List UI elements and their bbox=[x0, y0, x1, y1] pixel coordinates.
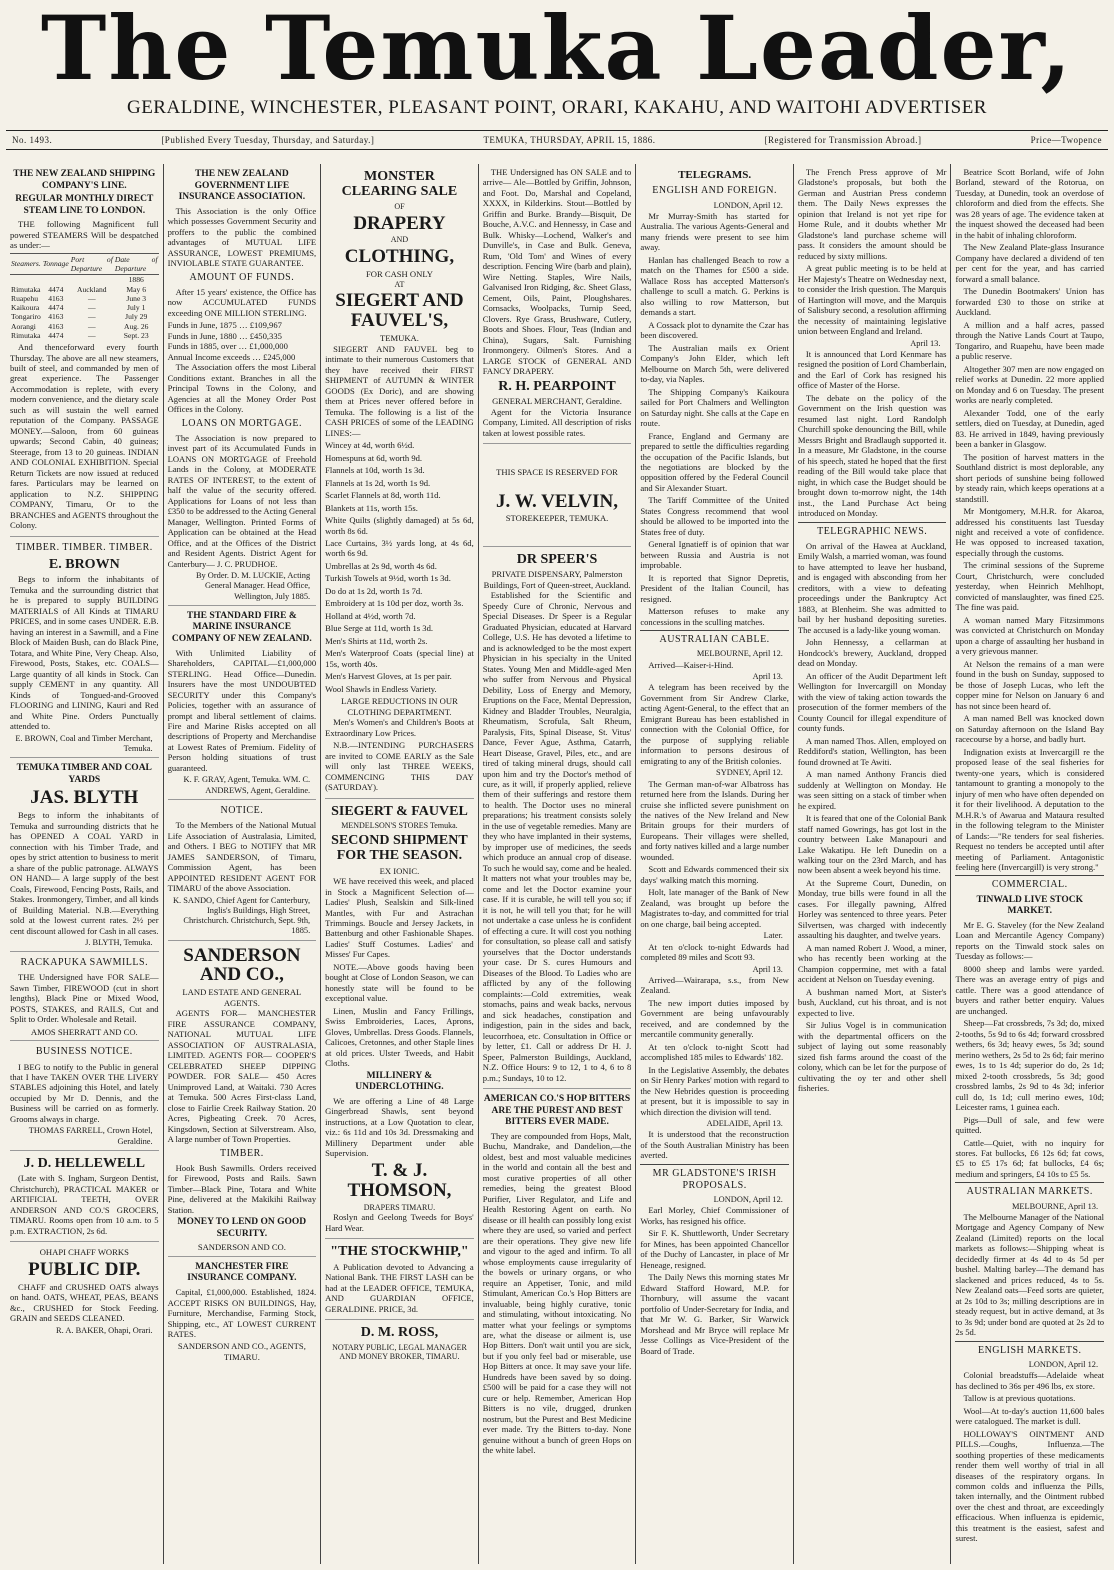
price-item: Blue Serge at 11d, worth 1s 3d. bbox=[325, 623, 434, 634]
funds-row: Funds in June, 1875 … £109,967 bbox=[167, 320, 282, 331]
fire-signature: K. F. GRAY, Agent, Temuka. WM. C. ANDREWS, Agent, Geraldine. bbox=[183, 775, 311, 795]
news-paragraph: Earl Morley, Chief Commissioner of Works, has resigned his office. bbox=[640, 1205, 789, 1226]
price-item: Blankets at 11s, worth 15s. bbox=[325, 502, 418, 513]
ship-port: — bbox=[87, 303, 96, 313]
clothing-heading: CLOTHING, bbox=[344, 246, 455, 268]
news-paragraph: The French Press approve of Mr Gladstone's proposals, but both the German and Austrian Press condemn them. The Daily News expresses the opinion that Ireland is not yet ripe for Home Rule, and it doubts whether Mr Gladstone's land purchase scheme will pass. It considers the amount should be reduced by sixty millions. bbox=[797, 167, 947, 261]
ship-name: Tongariro bbox=[11, 312, 41, 322]
hellewell-name: J. D. HELLEWELL bbox=[23, 1155, 145, 1171]
business-notice bbox=[10, 1046, 159, 1151]
news-paragraph: A woman named Mary Fitzsimmons was convicted at Christchurch on Monday upon a charge of assaulting her husband in a very grievous manner. bbox=[955, 614, 1105, 657]
ships-header: Date of Departure bbox=[114, 254, 158, 274]
rackapuka-signature: AMOS SHERRATT AND CO. bbox=[30, 1026, 138, 1037]
ship-date: Sept. 23 bbox=[123, 330, 149, 340]
second-body: WE have received this week, and placed in Stock a Magnificent Selection of— Ladies' Plush, Sealskin and Silk-lined Mantles, with Fur and Astrachan Trimmings. Boucle and Jersey Jackets, in Battenburg and other Fashionable Shapes. Ladies' Stuff Costumes. Ladies' and Misses' Fur Capes. bbox=[325, 876, 474, 960]
millinery-heading: MILLINERY & UNDERCLOTHING. bbox=[355, 1070, 444, 1093]
news-paragraph: The Daily News this morning states Mr Edward Stafford Howard, M.P. for Thornbury, will assume the vacant portfolio of Under-Secretary for India, and that Mr W. G. Barker, Sir Warwick Morshead and Mr Bryce will replace Mr Jesse Collings as Vice-President of the Board of Trade. bbox=[640, 1272, 789, 1356]
table-row bbox=[10, 285, 159, 294]
price-item: Turkish Towels at 9½d, worth 1s 3d. bbox=[325, 573, 451, 584]
gov-more: The Association offers the most Liberal Conditions extant. Branches in all the Principal Towns in the Colony, and Agencies at all the Money Order Post Offices in the Colony. bbox=[167, 362, 317, 415]
news-paragraph: It is understood that the reconstruction of the South Australian Ministry has been averted. bbox=[640, 1129, 789, 1161]
news-paragraph: Sir Julius Vogel is in communication with the departmental officers on the subject of laying out some reasonably sized fish farms around the coast of the colony, which can be let for the purpose of cultivating the oy ter and other shell fisheries. bbox=[797, 1020, 947, 1094]
gov-body: This Association is the only Office which possesses Government Security and proffers to the public the combined advantages of MUTUAL LIFE ASSURANCE, LOWEST PREMIUMS, INVIOLABLE STATE GUARANTEE. bbox=[167, 205, 317, 269]
rackapuka-heading: RACKAPUKA SAWMILLS. bbox=[20, 957, 149, 969]
ship-tons: 4474 bbox=[48, 303, 64, 313]
rackapuka-body: THE Undersigned have FOR SALE— Sawn Timber, FIREWOOD (cut in short lengths), Black Pine or Mixed Wood, POSTS, STAKES, and RAILS, Cut and Split to Order. Wholesale and Retail. bbox=[10, 972, 159, 1025]
manchester-advert bbox=[168, 1262, 317, 1366]
pearpoint-body: THE Undersigned has ON SALE and to arrive— Ale—Bottled by Griffin, Johnson, and Foot. Do, Marshal and Copeland, XXXX, in Kilderkins. Stout—Bottled by Griffin and Burke. Brandy—Bisquit, De Bouche, A.V.C. and Hennessy, in Case and Bulk. Whisky—Lochend, Walker's and Dunville's, in Case and Bulk. Geneva, Rum, 'Old Tom' and Wines of every description. Fencing Wire (barb and plain), Wire Netting. Staples, Wire Nails, Galvanised Iron Ridging, &c. Sheet Glass, Cement, Oils, Paint, Ploughshares. Cornsacks, Woolpacks, Turnip Seed, Clovers. Rye Grass, Brushware, Cutlery, Boots and Shoes. Flour, Teas (Indian and China), Sugars, Salt. Furnishing Ironmongery. Oilmen's Stores. And a LARGE STOCK of GENERAL AND FANCY DRAPERY. bbox=[482, 167, 632, 377]
at-word: AT bbox=[394, 279, 405, 289]
timber-heading: TIMBER. TIMBER. TIMBER. bbox=[15, 541, 153, 553]
velvin-sub: STOREKEEPER, TEMUKA. bbox=[505, 513, 609, 524]
news-paragraph: General Ignatieff is of opinion that war between Russia and Austria is not improbable. bbox=[640, 539, 789, 571]
news-dateline: MELBOURNE, April 12. bbox=[696, 649, 783, 659]
ship-port: — bbox=[87, 330, 96, 340]
funds-value: £245,000 bbox=[263, 351, 296, 362]
pearpoint-name: R. H. PEARPOINT bbox=[498, 378, 616, 394]
siegert-body: SIEGERT AND FAUVEL beg to intimate to their numerous Customers that they have received their FIRST SHIPMENT of AUTUMN & WINTER GOODS (Ex Doric), and are showing them at Prices never offered before in Temuka. The following is a list of the CASH PRICES of some of the LEADING LINES:— bbox=[325, 343, 474, 438]
blyth-body: Begs to inform the inhabitants of Temuka and surrounding districts that he has OPENED A COAL YARD in connection with his Timber Trade, and opes by strict attention to business to merit a share of the public patronage. ALWAYS ON HAND— A large supply of the best Coals, Firewood, Fencing Posts, Rails, and Stakes. Ironmongery, Timber, and all kinds of Building Material. N.B.—Everything sold at the lowest current rates. 2½ per cent discount allowed for Cash in all cases. bbox=[10, 810, 159, 936]
public-dip: PUBLIC DIP. bbox=[28, 1258, 141, 1280]
hellewell-body: (Late with S. Ingham, Surgeon Dentist, Christchurch), PRACTICAL MAKER or ARTIFICIAL TEETH, OVER ANDERSON AND CO.'S GROCERS, TIMARU. Rooms open from 10 a.m. to 5 p.m. EXTRACTION, 2s 6d. bbox=[10, 1173, 159, 1236]
divider bbox=[640, 1164, 789, 1165]
columns bbox=[6, 164, 1108, 1564]
funds-row: Annual Income exceeds … £245,000 bbox=[167, 351, 296, 362]
money-signature: SANDERSON AND CO. bbox=[197, 1242, 286, 1253]
australian-markets-heading: AUSTRALIAN MARKETS. bbox=[966, 1186, 1093, 1198]
notice-signature: K. SANDO, Chief Agent for Canterbury, Inglis's Buildings, High Street, Christchurch. Christchurch, Sept. 9th, 1885. bbox=[173, 895, 311, 936]
news-paragraph: Wool—At to-day's auction 11,600 bales were catalogued. The market is dull. bbox=[955, 1405, 1105, 1427]
news-dateline: ADELAIDE, April 13. bbox=[706, 1119, 783, 1129]
blyth-heading: TEMUKA TIMBER AND COAL YARDS bbox=[16, 763, 152, 785]
column-1 bbox=[6, 164, 164, 1564]
ship-port: — bbox=[87, 293, 96, 303]
ship-name: Rimutaka bbox=[11, 330, 41, 340]
gladstone-heading: MR GLADSTONE'S IRISH PROPOSALS. bbox=[652, 1167, 777, 1191]
hellewell-advert bbox=[10, 1156, 159, 1242]
news-paragraph: The position of harvest matters in the Southland district is most deplorable, any short periods of sunshine being followed by steady rain, which keeps operations at a standstill. bbox=[955, 451, 1105, 504]
news-dateline: MELBOURNE, April 13. bbox=[1011, 1201, 1099, 1211]
speer-advert bbox=[483, 552, 632, 1089]
ross-name: D. M. ROSS, bbox=[360, 1325, 439, 1341]
news-paragraph: France, England and Germany are prepared to settle the difficulties regarding the occupation of the Pacific Islands, but the negotiations are blocked by the opposition offered by the Federal Council and Sir Alexander Stuart. bbox=[640, 430, 789, 493]
reductions-line: LARGE REDUCTIONS IN OUR CLOTHING DEPARTMENT. bbox=[341, 696, 458, 717]
news-paragraph: It is reported that Signor Depretis, President of the Italian Council, has resigned. bbox=[640, 572, 789, 604]
shipping-intro: THE following Magnificent full powered STEAMERS Will be despatched as under:— bbox=[10, 219, 159, 251]
news-paragraph: Mr Montgomery, M.H.R. for Akaroa, addressed his constituents last Tuesday night and received a vote of confidence. He was opposed to increased taxation, especially through the customs. bbox=[955, 506, 1105, 558]
ohapi-heading: OHAPI CHAFF WORKS bbox=[39, 1247, 129, 1258]
notice-body: To the Members of the National Mutual Life Association of Australasia, Limited, and Others. I BEG to NOTIFY that MR JAMES SANDERSON, of Timaru, Commission Agent, has been APPOINTED RESIDENT AGENT FOR TIMARU of the above Association. bbox=[167, 820, 317, 894]
news-paragraph: Arrived—Wairarapa, s.s., from New Zealand. bbox=[640, 974, 789, 996]
news-dateline: April 13. bbox=[752, 964, 783, 974]
ship-tons: 4474 bbox=[48, 330, 64, 340]
news-paragraph: The Dunedin Bootmakers' Union has forwarded £30 to those on strike at Auckland. bbox=[955, 286, 1105, 318]
clearing-sale-advert bbox=[325, 169, 474, 799]
ships-year-row bbox=[10, 275, 159, 285]
ohapi-signature: R. A. BAKER, Ohapi, Orari. bbox=[56, 1325, 153, 1335]
news-dateline: LONDON, April 12. bbox=[713, 200, 783, 210]
rackapuka-advert bbox=[10, 957, 159, 1041]
sanderson-advert bbox=[168, 946, 317, 1257]
masthead-title: The Temuka Leader, bbox=[40, 0, 1074, 96]
ship-tons: 4163 bbox=[48, 312, 64, 322]
price-item: Men's Waterproof Coats (special line) at 15s, worth 40s. bbox=[325, 648, 474, 669]
news-paragraph: A great public meeting is to be held at Her Majesty's Theatre on Wednesday next, to consider the Irish question. The Marquis of Hartington will move, and the Marquis of Salisbury second, a resolution affirming the necessity of maintaining legislative union between England and Ireland. bbox=[797, 263, 947, 337]
ohapi-body: CHAFF and CRUSHED OATS always on hand. OATS, WHEAT, PEAS, BEANS &c., CRUSHED for Stock Feeding. GRAIN and SEEDS CLEANED. bbox=[10, 1281, 159, 1324]
stockwhip-heading: "THE STOCKWHIP," bbox=[330, 1244, 469, 1260]
news-paragraph: Sir F. K. Shuttleworth, Under Secretary for Mines, has been appointed Chancellor of the Duchy of Lancaster, in place of Mr Heneage, resigned. bbox=[640, 1228, 789, 1270]
english-foreign-news bbox=[640, 201, 789, 628]
news-paragraph: The German man-of-war Albatross has returned here from the Islands. During her cruise she inflicted severe punishment on the natives of the New Ireland and New Britain groups for their murders of Europeans. Their villages were shelled, and forty natives killed and a large number wounded. bbox=[640, 778, 789, 862]
funds-value: £450,335 bbox=[249, 330, 282, 341]
tinwald-heading: TINWALD LIVE STOCK MARKET. bbox=[976, 894, 1083, 917]
fire-body: With Unlimited Liability of Shareholders, CAPITAL—£1,000,000 STERLING. Head Office—Dunedin. Insurers have the most UNDOUBTED SECURITY under this Company's Policies, together with an assurance of prompt and liberal settlement of claims. Fire and Marine Risks accepted on all descriptions of Property and Merchandise at Lowest Rates of Premium. Fidelity of Person holding situations of trust guaranteed. bbox=[167, 647, 317, 773]
funds-value: £1,000,000 bbox=[249, 341, 288, 352]
brown-name: E. BROWN bbox=[48, 556, 120, 572]
ohapi-advert bbox=[10, 1247, 159, 1339]
news-paragraph: Scott and Edwards commenced their six days' walking match this morning. bbox=[640, 864, 789, 885]
thomson-name: T. & J. THOMSON, bbox=[347, 1159, 452, 1201]
issue-number: No. 1493. bbox=[12, 135, 53, 145]
ships-header: Steamers. bbox=[10, 253, 42, 275]
price-item: Flannels at 1s 2d, worth 1s 9d. bbox=[325, 477, 431, 488]
sanderson-name: SANDERSON AND CO., bbox=[183, 944, 301, 986]
sf-name: SIEGERT & FAUVEL bbox=[331, 803, 468, 819]
column-3 bbox=[321, 164, 479, 1564]
speer-heading: DR SPEER'S bbox=[516, 551, 598, 567]
divider bbox=[955, 1182, 1104, 1183]
news-paragraph: Colonial breadstuffs—Adelaide wheat has declined to 36s per 496 lbs, ex store. bbox=[955, 1370, 1105, 1391]
ross-body: NOTARY PUBLIC, LEGAL MANAGER AND MONEY BROKER, TIMARU. bbox=[332, 1342, 467, 1362]
ross-advert bbox=[325, 1325, 474, 1365]
siegert-town: TEMUKA. bbox=[379, 333, 419, 344]
column-4 bbox=[479, 164, 637, 1564]
loans-signature: By Order. D. M. LUCKIE, Acting General Manager. Head Office, Wellington, July 1885. bbox=[195, 571, 311, 601]
funds-row: Funds in 1885, over … £1,000,000 bbox=[167, 341, 288, 352]
sanderson-sub: LAND ESTATE AND GENERAL AGENTS. bbox=[182, 987, 302, 1008]
loans-heading: LOANS ON MORTGAGE. bbox=[181, 417, 303, 429]
news-paragraph: Beatrice Scott Borland, wife of John Borland, steward of the Rotorua, on Tuesday, at Dunedin, took an overdose of chloroform and died from the effects. She was 28 years of age. The evidence taken at the inquest showed the deceased had been in the habit of inhaling chloroform. bbox=[955, 167, 1105, 240]
news-dateline: Later. bbox=[763, 931, 783, 941]
place-date: TEMUKA, THURSDAY, APRIL 15, 1886. bbox=[483, 135, 656, 145]
manchester-heading: MANCHESTER FIRE INSURANCE COMPANY. bbox=[187, 1261, 297, 1284]
price-item: Men's Harvest Gloves, at 1s per pair. bbox=[325, 671, 452, 682]
timber2-body: Hook Bush Sawmills. Orders received for Firewood, Posts and Rails. Sawn Timber—Black Pine, Totara and White Pine, delivered at the Makikihi Railway Station. bbox=[167, 1162, 317, 1215]
ship-tons: 4163 bbox=[48, 293, 64, 303]
ships-table bbox=[10, 253, 159, 340]
news-paragraph: At Nelson the remains of a man were found in the bush on Sunday, supposed to be those of Joseph Lucas, who left the copper mine for Nelson on January 6 and has not since been heard of. bbox=[955, 658, 1105, 711]
ship-name: Ruapehu bbox=[11, 293, 38, 303]
shipping-line: REGULAR MONTHLY DIRECT STEAM LINE TO LONDON. bbox=[15, 194, 154, 216]
money-heading: MONEY TO LEND ON GOOD SECURITY. bbox=[177, 1217, 307, 1239]
news-paragraph: Holt, late manager of the Bank of New Zealand, was brought up before the Magistrates to-day, and committed for trial on one charge, bail being accepted. bbox=[640, 887, 789, 929]
news-paragraph: It is feared that one of the Colonial Bank staff named Gowrings, has got lost in the country between Lake Manapouri and Lake Wakatipu. He left Dunedin on a walking tour on the 23rd March, and has now been absent a week beyond his time. bbox=[797, 813, 947, 876]
news-paragraph: Altogether 307 men are now engaged on relief works at Dunedin. 22 more applied on Monday and 6 on Tuesday. The present works are nearly completed. bbox=[955, 363, 1105, 406]
news-dateline: SYDNEY, April 12. bbox=[716, 768, 783, 778]
funds-body: After 15 years' existence, the Office has now ACCUMULATED FUNDS exceeding ONE MILLION STERLING. bbox=[167, 286, 317, 318]
stockwhip-advert bbox=[325, 1244, 474, 1320]
ship-name: Rimutaka bbox=[11, 284, 41, 294]
english-foreign-heading: ENGLISH AND FOREIGN. bbox=[652, 185, 777, 197]
ship-date: July 29 bbox=[125, 312, 148, 322]
thomson-sub: DRAPERS TIMARU. bbox=[363, 1202, 436, 1212]
funds-label: Funds in June, 1875 bbox=[167, 320, 237, 331]
funds-value: £109,967 bbox=[249, 320, 282, 331]
fire-heading: THE STANDARD FIRE & MARINE INSURANCE COMPANY OF NEW ZEALAND. bbox=[171, 610, 312, 645]
news-paragraph: Alexander Todd, one of the early settlers, died on Tuesday, at Dunedin, aged 83. He arrived in 1849, having previously been a banker in Glasgow. bbox=[955, 407, 1105, 450]
business-body: I BEG to notify to the Public in general that I have TAKEN OVER THE LIVERY STABLES adjoining this Hotel, and lately occupied by Mr D. Dennis, and the Business will be carried on as formerly. Grooms always in charge. bbox=[10, 1061, 159, 1124]
news-dateline: April 13. bbox=[910, 338, 941, 348]
business-heading: BUSINESS NOTICE. bbox=[35, 1046, 133, 1058]
brown-body: Begs to inform the inhabitants of Temuka and the surrounding district that he is prepared to supply BUILDING MATERIALS of All Kinds at TIMARU PRICES, and in some cases UNDER. E.B. having an interest in a Sawmill, and a Fine Block of Maiden Bush, can do Black Pine, Totara, and White Pine, Very Cheap. Also, Firewood, Posts, Stakes, etc. COALS—Large quantity of all kinds in Stock. Can supply CEMENT in any quantity. All Kinds of Tongued-and-Grooved FLOORING and LINING, Kauri and Red and White Pine. Orders Punctually attended to. bbox=[10, 574, 159, 732]
divider bbox=[955, 875, 1104, 876]
column-6 bbox=[794, 164, 952, 1564]
news-paragraph: A man named Robert J. Wood, a miner, who has recently been working at the Champion coppermine, met with a fatal accident at Nelson on Tuesday evening. bbox=[797, 942, 947, 985]
pearpoint-advert bbox=[483, 167, 632, 444]
standard-fire-advert bbox=[168, 611, 317, 800]
news-dateline: April 13. bbox=[752, 672, 783, 682]
funds-heading: AMOUNT OF FUNDS. bbox=[189, 271, 295, 283]
velvin-advert bbox=[483, 449, 632, 547]
news-paragraph: A man named Thos. Allen, employed on Reddiford's station, Wellington, has been found drowned at Te Awiti. bbox=[797, 735, 947, 767]
funds-label: Annual Income exceeds bbox=[167, 351, 251, 362]
australian-cable-heading: AUSTRALIAN CABLE. bbox=[659, 634, 770, 646]
publication-schedule: [Published Every Tuesday, Thursday, and Saturday.] bbox=[161, 135, 375, 145]
notice-heading: NOTICE. bbox=[220, 804, 264, 816]
price-item: Holland at 4½d, worth 7d. bbox=[325, 610, 416, 621]
ship-port: Auckland bbox=[77, 284, 107, 294]
price-item: Lace Curtains, 3½ yards long, at 4s 6d, worth 6s 9d. bbox=[325, 537, 474, 559]
news-paragraph: A telegram has been received by the Government from Sir Andrew Clarke, acting Agent-General, to the effect that an Emigrant Bureau has been established in connection with the Colonial Office, for the purpose of supplying reliable information to persons desirous of emigrating to any of the British colonies. bbox=[640, 682, 789, 766]
brown-signature: E. BROWN, Coal and Timber Merchant, Temuka. bbox=[15, 733, 153, 753]
nb-line: N.B.—INTENDING PURCHASERS are invited to COME EARLY as the Sale will only last THREE WEEKS, COMMENCING THIS DAY (SATURDAY). bbox=[325, 740, 474, 793]
price-item: Umbrellas at 2s 9d, worth 4s 6d. bbox=[325, 560, 437, 571]
ships-header: Port of Departure bbox=[70, 254, 113, 274]
news-paragraph: Indignation exists at Invercargill re the proposed lease of the seal fisheries for twenty-one years, which is considered tantamount to granting a monopoly to the injury of men who have often depended on it for their livelihood. A deputation to the M.H.R.'s of Awarua and Mataura resulted in the following telegram to the Minister of Lands:—"Re tenders for seal fisheries. Request no tenders be accepted until after meeting of Parliament. Antagonistic feeling here (Invercargill) is very strong." bbox=[955, 746, 1105, 872]
stockwhip-body: A Publication devoted to Advancing a National Bank. THE FIRST LASH can be had at the LEADER OFFICE, TEMUKA, AND GUARDIAN OFFICE, GERALDINE. PRICE, 3d. bbox=[325, 1261, 474, 1314]
divider bbox=[798, 522, 947, 523]
drapery-heading: DRAPERY bbox=[353, 212, 446, 234]
boots-line: Men's Women's and Children's Boots at Extraordinary Low Prices. bbox=[325, 717, 474, 738]
pearpoint-agent: Agent for the Victoria Insurance Company, Limited. All description of risks taken at lowest possible rates. bbox=[482, 406, 632, 438]
divider bbox=[955, 1341, 1104, 1342]
news-paragraph: Pigs—Dull of sale, and few were quitted. bbox=[955, 1114, 1105, 1136]
ship-tons: 4163 bbox=[48, 321, 64, 331]
business-signature: THOMAS FARRELL, Crown Hotel, Geraldine. bbox=[28, 1126, 153, 1146]
ship-date: Aug. 26 bbox=[123, 321, 149, 331]
loans-body: The Association is now prepared to invest part of its Accumulated Funds in LOANS ON MORTGAGE of Freehold Lands in the Colony, at MODERATE RATES OF INTEREST, to the extent of half the value of the security offered. Applications for Loans of not less than £350 to be addressed to the Acting General Manager, Wellington. Printed Forms of Application can be obtained at the Head Office, and at the Offices of the District and Resident Agents. District Agent for Canterbury— J. C. PRUDHOE. bbox=[167, 432, 317, 569]
news-paragraph: The New Zealand Plate-glass Insurance Company have declared a dividend of ten per cent for the year, and has carried forward a small balance. bbox=[955, 242, 1105, 284]
news-paragraph: The new import duties imposed by Government are being unfavourably received, and are condemned by the mercantile community generally. bbox=[640, 997, 789, 1040]
manchester-signature: SANDERSON AND CO., AGENTS, TIMARU. bbox=[177, 1341, 306, 1362]
gov-insurance-advert bbox=[168, 169, 317, 606]
timber2-heading: TIMBER. bbox=[219, 1147, 264, 1159]
ship-port: — bbox=[87, 312, 96, 322]
speer-body: Established for the Scientific and Speedy Cure of Chronic, Nervous and Special Diseases. Dr Speer is a Regular Graduated Physician, educated at Harvard College, U.S. He has devoted a lifetime to and is acknowledged to be the most expert Physician in his specialty in the United States. Young Men and Middle-aged Men who suffer from Nervous and Physical Debility, Loss of Energy and Memory, Eruptions on the Face, Mental Depression, Kidney and Bladder Troubles, Neuralgia, Rheumatism, Scrofula, Salt Rheum, Paralysis, Fits, Spinal Disease, St. Vitus' Dance, Fever Ague, Asthma, Catarrh, Heart Disease, Gravel, Piles, etc., and are tired of taking mineral drugs, should call upon him and try the Doctor's method of cure, as it will, if properly applied, relieve them of their sufferings and restore them to health. The Doctor uses no mineral preparations; his treatment consists solely in the use of vegetable remedies. Many are they who have implanted in their systems, by improper use of medicines, the seeds which produce an annual crop of disease. To such he would say, come and be healed. It matters not what your troubles may be, come and let the Doctor examine your case. If it is curable, he will tell you so; if it is not, he will tell you that; for he will not undertake a case unless he is confident of effecting a cure. It will cost you nothing for consultation, so please call and satisfy yourselves that the Doctor understands your case. Dr S. cures Humours and Diseases of the Blood. To Ladies who are afflicted by any of the following complaints:—Cold extremities, weak stomachs, pains and weak backs, nervous and sick headaches, constipation and indigestion, pain in the sides and back, leucorrhoea, etc. Consultation in Office or by letter, £1. Call or address Dr H. J. Speer, Palmerston Buildings, Auckland, N.Z. Office Hours: 9 to 12, 1 to 4, 6 to 8 p.m.; Sundays, 10 to 12. bbox=[482, 590, 632, 1083]
and-word: AND bbox=[390, 235, 409, 245]
of-word: OF bbox=[394, 201, 405, 211]
news-paragraph: 8000 sheep and lambs were yarded. There was an average entry of pigs and cattle. There was a good attendance of buyers and rather better enquiry. Values are unchanged. bbox=[955, 963, 1105, 1016]
column-5 bbox=[636, 164, 794, 1564]
news-paragraph: The debate on the policy of the Government on the Irish question was resumed last night. Lord Randolph Churchill spoke denouncing the Bill, while Messrs Bright and Bradlaugh supported it. In a measure, Mr Gladstone, in the course of his speech, stated he hoped that the first reading of the Bill would take place that night, in which case the Budget should be brought down to-morrow night, the 14th inst., the Land Purchase Act being introduced on Monday. bbox=[797, 392, 947, 519]
price-item: Wool Shawls in Endless Variety. bbox=[325, 683, 437, 694]
reserved-line: THIS SPACE IS RESERVED FOR bbox=[496, 467, 618, 478]
news-paragraph: A Cossack plot to dynamite the Czar has been discovered. bbox=[640, 319, 789, 341]
second-shipment-advert bbox=[325, 804, 474, 1240]
national-mutual-notice bbox=[168, 805, 317, 941]
price-item: Flannels at 10d, worth 1s 3d. bbox=[325, 465, 425, 476]
news-paragraph: The Shipping Company's Kaikoura sailed for Port Chalmers and Wellington on Saturday night. She calls at the Cape en route. bbox=[640, 386, 789, 429]
commercial-heading: COMMERCIAL. bbox=[991, 879, 1068, 891]
velvin-name: J. W. VELVIN, bbox=[496, 490, 619, 512]
news-paragraph: Cattle—Quiet, with no inquiry for stores. Fat bullocks, £6 12s 6d; fat cows, £5 to £5 17s 6d; fat bullocks, £4 6s; medium and springers, £4 10s to £5 5s. bbox=[955, 1137, 1105, 1179]
ships-year: 1886 bbox=[128, 275, 144, 285]
news-paragraph: A man named Bell was knocked down on Saturday afternoon on the Island Bay racecourse by a horse, and badly hurt. bbox=[955, 713, 1105, 745]
price-item: White Quilts (slightly damaged) at 5s 6d, worth 8s 6d. bbox=[325, 515, 474, 536]
sf-sub: MENDELSON'S STORES Temuka. bbox=[341, 821, 458, 831]
news-paragraph: Tallow is at previous quotations. bbox=[963, 1393, 1076, 1404]
news-paragraph: Hanlan has challenged Beach to row a match on the Thames for £500 a side. Wallace Ross has accepted Matterson's challenge to scull a match. G. Perkins is also willing to row Matterson, but demands a start. bbox=[640, 254, 789, 318]
price-list bbox=[325, 440, 474, 694]
column-2 bbox=[164, 164, 322, 1564]
divider bbox=[640, 630, 789, 631]
news-paragraph: Matterson refuses to make any concessions in the sculling matches. bbox=[640, 606, 789, 627]
dateline bbox=[6, 130, 1108, 150]
shipping-advert bbox=[10, 169, 159, 537]
manchester-body: Capital, £1,000,000. Established, 1824. ACCEPT RISKS ON BUILDINGS, Hay, Furniture, Merchandise, Farming Stock, Shipping, etc., AT LOWEST CURRENT RATES. bbox=[167, 1287, 317, 1339]
table-row bbox=[10, 322, 159, 331]
price-item: Do do at 1s 2d, worth 1s 7d. bbox=[325, 585, 423, 596]
table-row bbox=[10, 303, 159, 312]
telegraphic-news-heading: TELEGRAPHIC NEWS. bbox=[817, 525, 928, 537]
ex-ionic: EX IONIC. bbox=[379, 865, 420, 876]
news-paragraph: In the Legislative Assembly, the debates on Sir Henry Parkes' motion with regard to the New Hebrides question is proceeding at present, but it is impossible to say in which direction the division will tend. bbox=[640, 1064, 789, 1117]
english-markets-heading: ENGLISH MARKETS. bbox=[977, 1344, 1082, 1356]
telegrams-heading: TELEGRAMS. bbox=[678, 169, 752, 181]
hop-body: They are compounded from Hops, Malt, Buchu, Mandrake, and Dandelion,—the oldest, best and most valuable medicines in the world and contain all the best and most curative properties of all other remedies, being the greatest Blood Purifier, Liver Regulator, and Life and Health Restoring Agent on earth. No disease or ill health can possibly long exist where they are used, so varied and perfect are their operations. They give new life and vigour to the aged and infirm. To all whose employments cause irregularity of the bowels or urinary organs, or who require an Appetiser, Tonic, and mild Stimulant, American Co.'s Hop Bitters are invaluable, being highly curative, tonic and stimulating, without intoxicating. No matter what your feelings or symptoms are, what the disease or ailment is, use Hop Bitters. Don't wait until you are sick, but if you only feel bad or miserable, use Hop Bitters at once. It may save your life. Hundreds have been saved by so doing. £500 will be paid for a case they will not cure or help. Remember, American Hop Bitters is no vile, drugged, drunken nostrum, but the Purest and Best Medicine ever made. Try the Bitters to-day. None genuine without a bunch of green Hops on the white label. bbox=[482, 1130, 632, 1456]
blyth-signature: J. BLYTH, Temuka. bbox=[85, 937, 153, 947]
ship-name: Aorangi bbox=[11, 321, 36, 331]
news-paragraph: Mr E. G. Staveley (for the New Zealand Loan and Mercantile Agency Company) reports on the Tinwald stock sales on Tuesday as follows:— bbox=[955, 919, 1105, 962]
table-row bbox=[10, 312, 159, 321]
news-paragraph: A million and a half acres, passed through the Native Lands Court at Taupo, Tongariro, and Ruapehu, have been made a public reserve. bbox=[955, 319, 1105, 362]
funds-label: Funds in June, 1880 bbox=[167, 330, 237, 341]
hop-heading: AMERICAN CO.'S HOP BITTERS ARE THE PUREST AND BEST BITTERS EVER MADE. bbox=[483, 1094, 631, 1128]
news-paragraph: On arrival of the Hawea at Auckland, Emily Walsh, a married woman, was found to have attempted to leave her husband, and is engaged with absconding from her creditors, with a view to defeating proceedings under the Bankruptcy Act 1883, at Blenheim. She was admitted to bail by her husband depositing sureties. The accused is a lady-like young woman. bbox=[797, 540, 947, 635]
news-dateline: LONDON, April 12. bbox=[713, 1195, 783, 1205]
news-paragraph: It is announced that Lord Kenmare has resigned the position of Lord Chamberlain, and the Earl of Cork has resigned his office of Master of the Horse. bbox=[797, 349, 947, 391]
news-paragraph: Arrived—Kaiser-i-Hind. bbox=[648, 659, 734, 670]
siegert-name: SIEGERT AND FAUVEL'S, bbox=[335, 290, 464, 332]
registration-note: [Registered for Transmission Abroad.] bbox=[764, 135, 922, 145]
news-paragraph: At ten o'clock to-night Scott had accomplished 185 miles to Edwards' 182. bbox=[640, 1041, 789, 1063]
funds-label: Funds in 1885, over bbox=[167, 341, 237, 352]
blyth-advert bbox=[10, 763, 159, 952]
hop-bitters-advert bbox=[483, 1094, 632, 1461]
ships-header: Tonnage bbox=[42, 253, 70, 275]
news-paragraph: HOLLOWAY'S OINTMENT AND PILLS.—Coughs, Influenza.—The soothing properties of these medicaments render them well worthy of trial in all diseases of the respiratory organs. In common colds and influenza the Pills, taken internally, and the Ointment rubbed over the chest and throat, are exceedingly efficacious. When influenza is epidemic, this treatment is the easiest, safest and surest. bbox=[955, 1428, 1105, 1544]
price-item: Scarlet Flannels at 8d, worth 11d. bbox=[325, 490, 441, 501]
price: Price—Twopence bbox=[1030, 135, 1102, 145]
news-paragraph: An officer of the Audit Department left Wellington for Invercargill on Monday with the view of taking action towards the prosecution of the former members of the County Council for illegal expenditure of county funds. bbox=[797, 670, 947, 734]
note-line: NOTE.—Above goods having been bought at Close of London Season, we can honestly state will be found to be exceptional value. bbox=[325, 961, 474, 1004]
australian-cable-news bbox=[640, 649, 789, 1160]
ship-date: June 3 bbox=[126, 293, 147, 303]
table-row bbox=[10, 294, 159, 303]
thomson-body: Roslyn and Geelong Tweeds for Boys' Hard Wear. bbox=[325, 1212, 474, 1233]
speer-sub: PRIVATE DISPENSARY, Palmerston Buildings, Fort of Queen-street, Auckland. bbox=[483, 569, 631, 590]
table-row bbox=[10, 331, 159, 340]
news-paragraph: At ten o'clock to-night Edwards had completed 89 miles and Scott 93. bbox=[640, 941, 789, 963]
price-item: Homespuns at 6d, worth 9d. bbox=[325, 452, 423, 463]
ship-date: May 6 bbox=[126, 284, 147, 294]
masthead-subtitle: GERALDINE, WINCHESTER, PLEASANT POINT, ORARI, KAKAHU, AND WAITOHI ADVERTISER bbox=[126, 97, 987, 118]
ship-date: July 1 bbox=[127, 303, 146, 313]
cash-only: FOR CASH ONLY bbox=[365, 269, 433, 280]
price-item: Embroidery at 1s 10d per doz, worth 3s. bbox=[325, 598, 464, 609]
news-paragraph: The criminal sessions of the Supreme Court, Christchurch, were concluded yesterday, when Heinrich Mehlhopt, convicted of manslaughter, was fined £25. The fine was paid. bbox=[955, 560, 1105, 613]
blyth-name: JAS. BLYTH bbox=[30, 787, 139, 809]
news-paragraph: The Melbourne Manager of the National Mortgage and Agency Company of New Zealand (Limited) reports on the local markets as follows:—Shipping wheat is decidedly firmer at 4s 4d to 4s 5d per bushel. Malting barley—The demand has slackened and prices reduced, 4s to 5s. New Zealand oats—Feed sorts are quieter, at 2s 10d to 3s; milling descriptions are in steady request, but in active demand, at 3s to 3s 9d; under bond are quoted at 2s 2d to 2s 5d. bbox=[955, 1211, 1105, 1338]
news-paragraph: The Tariff Committee of the United States Congress recommend that wool should be allowed to be imported into the States free of duty. bbox=[640, 495, 789, 537]
ship-tons: 4474 bbox=[48, 284, 64, 294]
brown-advert bbox=[10, 542, 159, 758]
gladstone-news bbox=[640, 1195, 789, 1356]
millinery-body: We are offering a Line of 48 Large Gingerbread Shawls, sent beyond instructions, at a Low Quotation to clear, viz.: 6s 11d and 10s 3d. Dressmaking and Millinery Department under able Supervision. bbox=[325, 1095, 474, 1159]
shipping-heading: THE NEW ZEALAND SHIPPING COMPANY'S LINE. bbox=[13, 169, 156, 191]
ship-port: — bbox=[87, 321, 96, 331]
news-paragraph: The Australian mails ex Orient Company's John Elder, which left Melbourne on March 5th, were delivered to-day, via Naples. bbox=[640, 342, 789, 385]
news-paragraph: A bushman named Mort, at Sister's bush, Auckland, cut his throat, and is not expected to live. bbox=[797, 986, 947, 1018]
news-paragraph: Sheep—Fat crossbreds, 7s 3d; do, mixed 2-tooths, 5s 9d to 6s 4d; forward crossbred wethers, 6s 3d; heavy ewes, 5s 3d; sound merino wethers, 2s 5d to 2s 6d; fair merino ewes, 1s to 1s 4d; superior do do, 2s 1d; mixed 2-tooth crossbreds, 5s 3d; good crossbred lambs, 2s 9d to 4s 3d; inferior cull do, 1s 1d; cull merino ewes, 10d; Leicester rams, 1 guinea each. bbox=[955, 1018, 1105, 1113]
funds-row: Funds in June, 1880 … £450,335 bbox=[167, 330, 282, 341]
news-paragraph: Mr Murray-Smith has started for Australia. The various Agents-General and many friends were present to see him away. bbox=[640, 210, 789, 253]
news-paragraph: A man named Anthony Francis died suddenly at Wellington on Monday. He was seen sitting on a stack of timber when he expired. bbox=[797, 769, 947, 811]
ships-header-row bbox=[10, 253, 159, 275]
monster-heading: MONSTER CLEARING SALE bbox=[341, 169, 458, 200]
news-dateline: LONDON, April 12. bbox=[1028, 1359, 1099, 1369]
news-paragraph: At the Supreme Court, Dunedin, on Monday, true bills were found in all the cases. For illegally pawning, Alfred Horley was sentenced to three years. Peter Silvertsen, was charged with indecently assaulting his daughter, and twelve years. bbox=[797, 877, 947, 941]
pearpoint-sub: GENERAL MERCHANT, Geraldine. bbox=[492, 396, 622, 407]
column-7 bbox=[951, 164, 1108, 1564]
second-shipment-heading: SECOND SHIPMENT FOR THE SEASON. bbox=[331, 832, 468, 864]
sanderson-body: AGENTS FOR— MANCHESTER FIRE ASSURANCE COMPANY, NATIONAL MUTUAL LIFE ASSOCIATION OF AUSTRALASIA, LIMITED. AGENTS FOR— COOPER'S CELEBRATED SHEEP DIPPING POWDER. FOR SALE— 450 Acres Unimproved Land, at Waitaki. 730 Acres at Temuka. 500 Acres First-class Land, close to Fairlie Creek Railway Station. 20 Acres, Pigbeating Creek. 70 Acres, Kingsdown, Section at Silverstream. Also, A large number of Town Properties. bbox=[167, 1008, 317, 1145]
gov-heading: THE NEW ZEALAND GOVERNMENT LIFE INSURANCE ASSOCIATION. bbox=[178, 169, 306, 203]
news-paragraph: John Hennessy, a cellarman at Hondcock's brewery, Auckland, dropped dead on Monday. bbox=[797, 637, 947, 669]
ship-name: Kaikoura bbox=[11, 303, 40, 313]
price-item: Men's Shirts at 11d, worth 2s. bbox=[325, 635, 428, 646]
price-item: Wincey at 4d, worth 6½d. bbox=[325, 440, 415, 451]
shipping-body: And thenceforward every fourth Thursday. The above are all new steamers, built of steel, and commanded by men of great experience. The Passenger Accommodation is replete, with every modern convenience, and the dietary scale such as will sustain the well earned reputation of the Company. PASSAGE MONEY.—Saloon, from 60 guineas upwards; Second Cabin, 40 guineas; Steerage, from 13 to 20 guineas. INDIAN AND COLONIAL EXHIBITION. Special Return Tickets are now issued at reduced fares. Particulars may be learned on application to N.Z. SHIPPING COMPANY, Timaru, Or to the BRANCHES and AGENTS throughout the Colony. bbox=[10, 342, 159, 531]
lists-line: Linen, Muslin and Fancy Frillings, Swiss Embroideries, Laces, Aprons, Gloves, Umbrellas. Dress Goods. Flannels, Calicoes, Cretonnes, and other Staple lines at old prices. Ulster Tweeds, and Habit Cloths. bbox=[325, 1005, 474, 1069]
